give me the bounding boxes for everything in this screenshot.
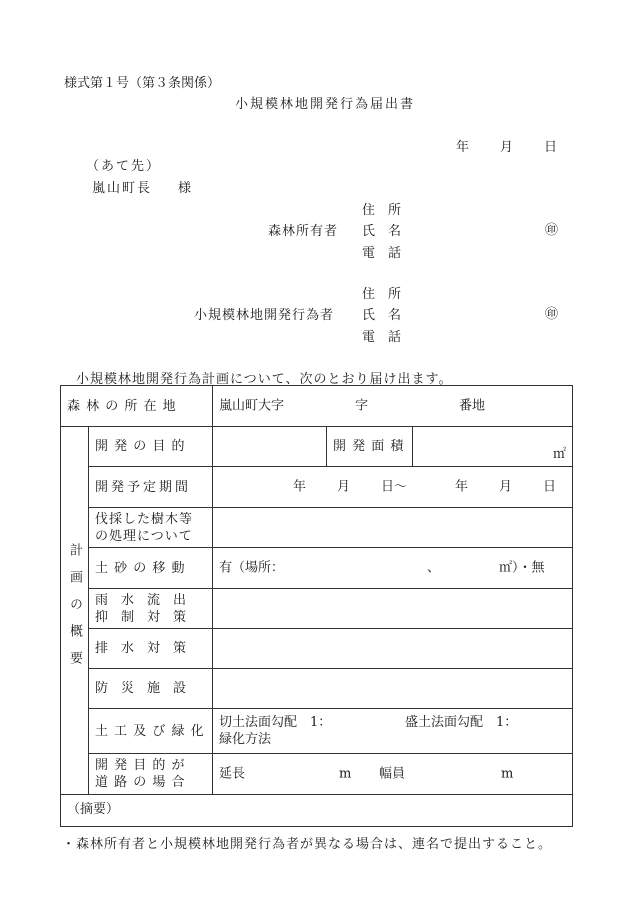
period-value[interactable] — [213, 467, 573, 508]
table-row — [61, 709, 573, 754]
table-row — [61, 669, 573, 709]
owner-phone-label: 電 話 — [362, 246, 402, 261]
form-number: 様式第１号（第３条関係） — [64, 76, 221, 91]
period-label: 開発予定期間 — [89, 467, 213, 508]
table-row — [61, 386, 573, 427]
drain-label: 排 水 対 策 — [89, 629, 213, 669]
location-banchi: 番地 — [459, 398, 486, 414]
purpose-label: 開 発 の 目 的 — [89, 427, 213, 467]
footnote: ・森林所有者と小規模林地開発行為者が異なる場合は、連名で提出すること。 — [62, 837, 553, 852]
disaster-label: 防 災 施 設 — [89, 669, 213, 709]
table-row — [61, 467, 573, 508]
developer-role: 小規模林地開発行為者 — [194, 308, 335, 323]
period-end-year: 年 — [455, 479, 469, 495]
purpose-value[interactable] — [213, 427, 327, 467]
owner-role: 森林所有者 — [268, 224, 339, 239]
road-width-unit: m — [501, 766, 514, 782]
location-town: 嵐山町大字 — [219, 398, 285, 414]
road-label — [89, 754, 213, 795]
soil-prefix: 有（場所： — [219, 560, 285, 576]
rain-label-line1: 雨 水 流 出 — [95, 592, 187, 608]
road-label-line1: 開 発 目 的 が — [95, 758, 186, 773]
developer-phone-label: 電 話 — [362, 330, 402, 345]
drain-value[interactable] — [213, 629, 573, 669]
addressee-label: （あて先） — [86, 159, 162, 174]
period-end-month: 月 — [499, 479, 513, 495]
developer-seal: ㊞ — [545, 307, 559, 322]
addressee-honorific: 様 — [178, 181, 192, 196]
location-label: 森 林 の 所 在 地 — [61, 386, 213, 427]
table-row — [61, 754, 573, 795]
owner-address-label: 住 所 — [362, 203, 402, 218]
disaster-value[interactable] — [213, 669, 573, 709]
green-method: 緑化方法 — [219, 732, 272, 747]
remarks-cell[interactable] — [61, 795, 573, 827]
developer-name-label: 氏 名 — [362, 308, 402, 323]
area-unit: ㎡ — [553, 447, 567, 462]
road-length-unit: m — [339, 766, 352, 782]
table-row — [61, 589, 573, 629]
date-day: 日 — [544, 140, 558, 155]
soil-comma: 、 — [427, 560, 441, 576]
trees-label-line2: の処理について — [95, 528, 193, 544]
road-length-label: 延長 — [219, 766, 246, 782]
road-width-label: 幅員 — [379, 766, 406, 782]
civil-value[interactable] — [213, 709, 573, 754]
date-month: 月 — [500, 140, 514, 155]
area-label: 開 発 面 積 — [327, 427, 413, 467]
form-title: 小規模林地開発行為届出書 — [235, 97, 416, 112]
trees-label-line1: 伐採した樹木等 — [95, 511, 194, 527]
location-value[interactable] — [213, 386, 573, 427]
addressee: 嵐山町長 — [92, 181, 153, 196]
remarks-label: （摘要） — [67, 802, 120, 817]
civil-label: 土 工 及 び 緑 化 — [89, 709, 213, 754]
rain-label-line2: 抑 制 対 策 — [95, 609, 187, 625]
table-row — [61, 427, 573, 467]
table-row — [61, 629, 573, 669]
soil-suffix: ㎡）・無 — [499, 560, 545, 576]
rain-label — [89, 589, 213, 629]
period-start-month: 月 — [337, 479, 351, 495]
owner-seal: ㊞ — [545, 223, 559, 238]
developer-address-label: 住 所 — [362, 287, 402, 302]
road-label-line2: 道 路 の 場 合 — [95, 775, 186, 790]
table-row — [61, 548, 573, 589]
trees-value[interactable] — [213, 508, 573, 548]
overview-label: 計画の概要 — [67, 543, 82, 678]
location-aza: 字 — [355, 398, 369, 414]
intro-text: 小規模林地開発行為計画について、次のとおり届け出ます。 — [76, 372, 453, 387]
soil-label: 土 砂 の 移 動 — [89, 548, 213, 589]
road-value[interactable] — [213, 754, 573, 795]
rain-value[interactable] — [213, 589, 573, 629]
date-year: 年 — [456, 140, 470, 155]
area-value[interactable] — [413, 427, 573, 467]
table-row — [61, 795, 573, 827]
period-start-day: 日〜 — [381, 479, 408, 495]
period-end-day: 日 — [543, 479, 557, 495]
period-start-year: 年 — [293, 479, 307, 495]
table-row — [61, 508, 573, 548]
soil-value[interactable] — [213, 548, 573, 589]
owner-name-label: 氏 名 — [362, 224, 402, 239]
overview-label-cell — [61, 427, 89, 795]
trees-label — [89, 508, 213, 548]
plan-table — [60, 385, 573, 827]
fill-slope: 盛土法面勾配 1： — [405, 715, 518, 730]
cut-slope: 切土法面勾配 1： — [219, 715, 332, 730]
